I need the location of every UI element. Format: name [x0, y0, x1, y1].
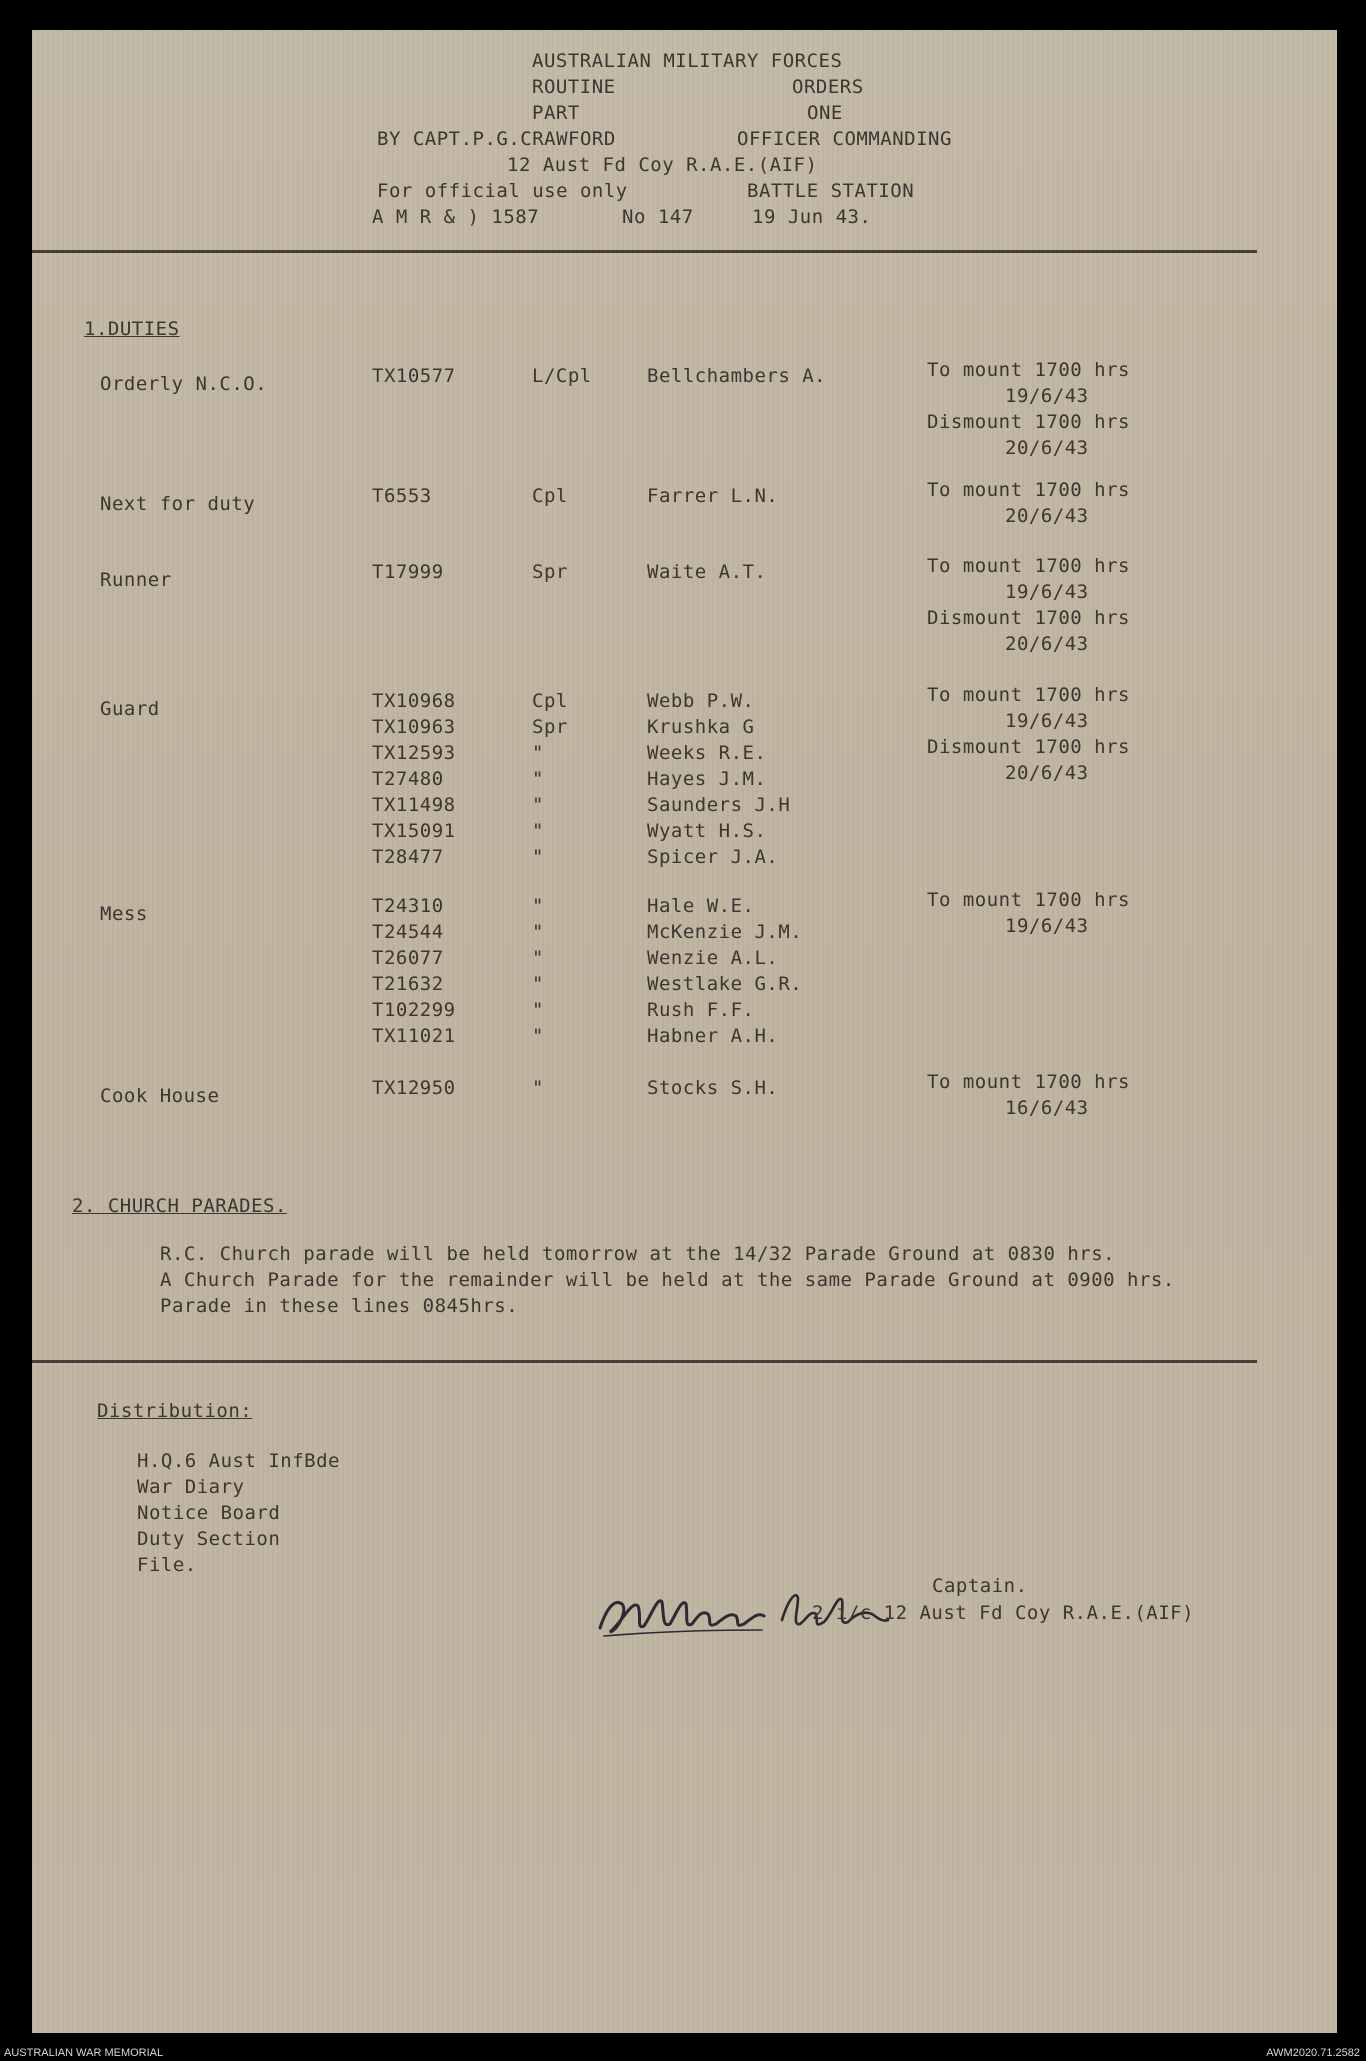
duty-time: To mount 1700 hrs [927, 889, 1130, 911]
rank: " [532, 742, 544, 764]
duty-date: 16/6/43 [1005, 1097, 1089, 1119]
duty-date: 20/6/43 [1005, 762, 1089, 784]
header-date: 19 Jun 43. [752, 206, 872, 228]
service-number: T24310 [372, 895, 444, 917]
rank: Cpl [532, 690, 568, 712]
service-number: T102299 [372, 999, 456, 1021]
service-number: T21632 [372, 973, 444, 995]
rank: " [532, 1077, 544, 1099]
soldier-name: Hale W.E. [647, 895, 755, 917]
rank: " [532, 846, 544, 868]
rank: L/Cpl [532, 365, 592, 387]
duty-date: 19/6/43 [1005, 915, 1089, 937]
soldier-name: Webb P.W. [647, 690, 755, 712]
soldier-name: Bellchambers A. [647, 365, 827, 387]
service-number: TX10963 [372, 716, 456, 738]
service-number: TX11498 [372, 794, 456, 816]
duty-name: Cook House [100, 1085, 220, 1107]
document-page [32, 30, 1337, 2033]
rank: " [532, 768, 544, 790]
soldier-name: Wyatt H.S. [647, 820, 767, 842]
service-number: TX11021 [372, 1025, 456, 1047]
duty-time: To mount 1700 hrs [927, 1071, 1130, 1093]
soldier-name: McKenzie J.M. [647, 921, 803, 943]
service-number: T26077 [372, 947, 444, 969]
rank: " [532, 973, 544, 995]
rank: " [532, 947, 544, 969]
soldier-name: Saunders J.H [647, 794, 791, 816]
church-parade-line-2: A Church Parade for the remainder will be held at the same Parade Ground at 0900 hrs. [160, 1269, 1175, 1291]
service-number: TX15091 [372, 820, 456, 842]
rank: " [532, 999, 544, 1021]
distribution-item: H.Q.6 Aust InfBde [137, 1450, 340, 1472]
soldier-name: Habner A.H. [647, 1025, 779, 1047]
distribution-title: Distribution: [97, 1400, 253, 1422]
header-routine: ROUTINE [532, 76, 616, 98]
soldier-name: Hayes J.M. [647, 768, 767, 790]
soldier-name: Farrer L.N. [647, 485, 779, 507]
header-part: PART [532, 102, 580, 124]
divider-top [32, 250, 1257, 253]
service-number: T17999 [372, 561, 444, 583]
soldier-name: Waite A.T. [647, 561, 767, 583]
soldier-name: Rush F.F. [647, 999, 755, 1021]
service-number: T27480 [372, 768, 444, 790]
rank: " [532, 1025, 544, 1047]
service-number: T6553 [372, 485, 432, 507]
duty-date: 19/6/43 [1005, 710, 1089, 732]
duty-time: To mount 1700 hrs [927, 479, 1130, 501]
distribution-item: Duty Section [137, 1528, 281, 1550]
distribution-item: File. [137, 1554, 197, 1576]
service-number: T24544 [372, 921, 444, 943]
header-order-number: No 147 [622, 206, 694, 228]
header-battle-station: BATTLE STATION [747, 180, 915, 202]
service-number: TX10968 [372, 690, 456, 712]
header-reference: A M R & ) 1587 [372, 206, 540, 228]
rank: " [532, 820, 544, 842]
header-officer-commanding: OFFICER COMMANDING [737, 128, 952, 150]
header-one: ONE [807, 102, 843, 124]
duty-date: 20/6/43 [1005, 437, 1089, 459]
soldier-name: Krushka G [647, 716, 755, 738]
rank: " [532, 794, 544, 816]
distribution-item: War Diary [137, 1476, 245, 1498]
rank: Spr [532, 716, 568, 738]
section-church-parades-title: 2. CHURCH PARADES. [72, 1195, 287, 1217]
duty-time: To mount 1700 hrs [927, 684, 1130, 706]
duty-date: 19/6/43 [1005, 385, 1089, 407]
soldier-name: Westlake G.R. [647, 973, 803, 995]
footer-archive-name: AUSTRALIAN WAR MEMORIAL [4, 2047, 164, 2059]
rank: " [532, 921, 544, 943]
duty-time: Dismount 1700 hrs [927, 736, 1130, 758]
duty-time: To mount 1700 hrs [927, 359, 1130, 381]
duty-time: Dismount 1700 hrs [927, 607, 1130, 629]
distribution-item: Notice Board [137, 1502, 281, 1524]
footer-accession-number: AWM2020.71.2582 [1266, 2047, 1360, 2059]
soldier-name: Wenzie A.L. [647, 947, 779, 969]
duty-name: Next for duty [100, 493, 256, 515]
rank: Spr [532, 561, 568, 583]
duty-name: Mess [100, 903, 148, 925]
service-number: TX12950 [372, 1077, 456, 1099]
header-orders: ORDERS [792, 76, 864, 98]
service-number: TX12593 [372, 742, 456, 764]
duty-date: 20/6/43 [1005, 633, 1089, 655]
header-line1: AUSTRALIAN MILITARY FORCES [532, 50, 843, 72]
duty-name: Runner [100, 569, 172, 591]
soldier-name: Spicer J.A. [647, 846, 779, 868]
soldier-name: Stocks S.H. [647, 1077, 779, 1099]
header-unit: 12 Aust Fd Coy R.A.E.(AIF) [507, 154, 818, 176]
service-number: TX10577 [372, 365, 456, 387]
duty-name: Orderly N.C.O. [100, 373, 268, 395]
duty-date: 19/6/43 [1005, 581, 1089, 603]
signer-title: Captain. [932, 1575, 1028, 1597]
section-duties-title: 1.DUTIES [84, 318, 180, 340]
service-number: T28477 [372, 846, 444, 868]
signer-unit: 2 i/c 12 Aust Fd Coy R.A.E.(AIF) [812, 1602, 1195, 1624]
church-parade-line-3: Parade in these lines 0845hrs. [160, 1295, 519, 1317]
header-official-use: For official use only [377, 180, 628, 202]
rank: Cpl [532, 485, 568, 507]
divider-bottom [32, 1360, 1257, 1363]
duty-time: Dismount 1700 hrs [927, 411, 1130, 433]
church-parade-line-1: R.C. Church parade will be held tomorrow at the 14/32 Parade Ground at 0830 hrs. [160, 1243, 1116, 1265]
soldier-name: Weeks R.E. [647, 742, 767, 764]
duty-time: To mount 1700 hrs [927, 555, 1130, 577]
duty-name: Guard [100, 698, 160, 720]
header-by-captain: BY CAPT.P.G.CRAWFORD [377, 128, 616, 150]
rank: " [532, 895, 544, 917]
duty-date: 20/6/43 [1005, 505, 1089, 527]
